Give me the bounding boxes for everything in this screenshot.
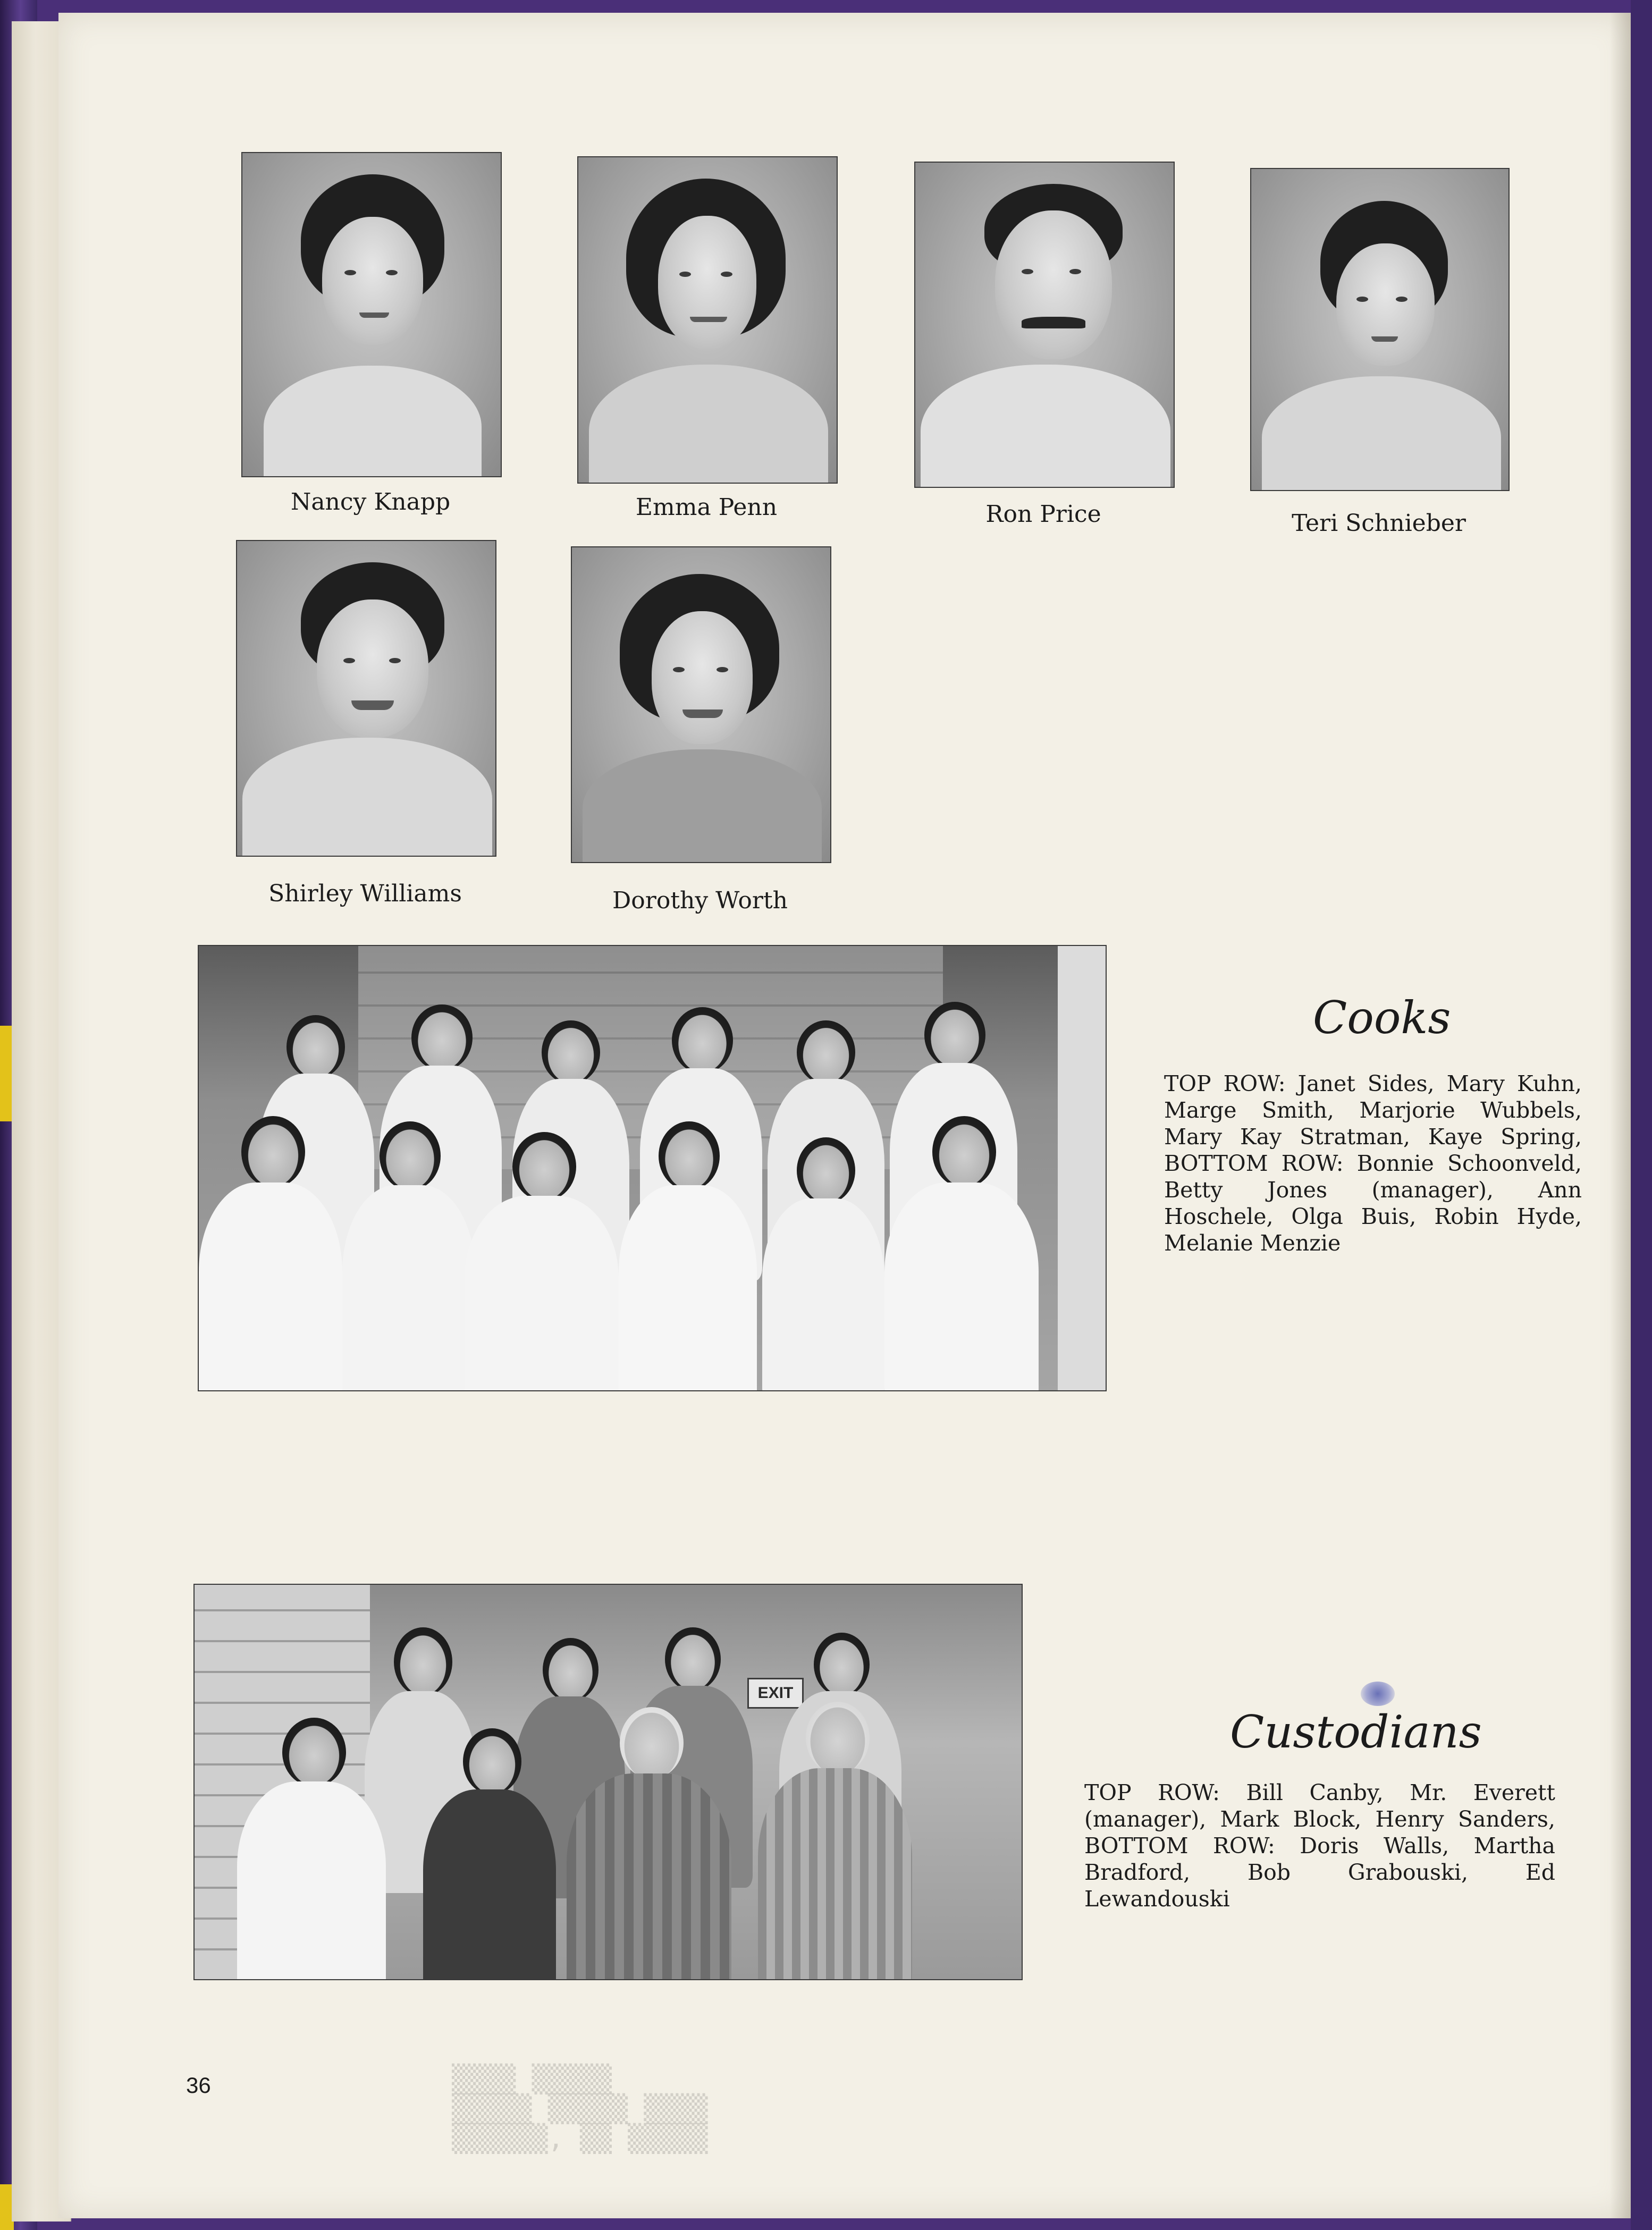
portrait-name: Dorothy Worth <box>612 887 788 914</box>
door-right <box>1058 946 1106 1390</box>
portrait-photo <box>914 162 1175 488</box>
ink-smudge <box>1361 1682 1395 1706</box>
portrait-name: Emma Penn <box>635 494 778 521</box>
bleed-through-text: ▒▒▒▒ ▒▒▒▒▒ ▒▒▒▒▒ ▒▒▒▒▒ ▒▒▒▒ ▒▒▒▒▒▒, ▒▒ ▒▒▒▒▒ <box>452 2064 708 2154</box>
exit-sign-label: EXIT <box>757 1684 794 1702</box>
cooks-caption-text: TOP ROW: Janet Sides, Mary Kuhn, Marge Smith, Marjorie Wubbels, Mary Kay Stratman, Kaye Spring, BOTTOM ROW: Bonnie Schoonveld, Betty Jones (manager), Ann Hoschele, Olga Buis, Robin Hyde, Melanie Menzie <box>1164 1071 1582 1256</box>
cooks-group-photo <box>198 945 1107 1391</box>
portrait-photo <box>577 156 838 484</box>
page-number: 36 <box>186 2073 211 2098</box>
gutter-shadow <box>1609 13 1631 2218</box>
custodians-group-photo <box>193 1584 1023 1980</box>
book-cover-edge <box>1631 0 1652 2230</box>
portrait-name: Nancy Knapp <box>290 488 451 516</box>
cooks-title: Cooks <box>1313 992 1451 1044</box>
cooks-caption <box>1164 1070 1582 1256</box>
portrait-photo <box>241 152 502 477</box>
custodians-title: Custodians <box>1230 1706 1482 1758</box>
portrait-photo <box>1250 168 1510 491</box>
portrait-photo <box>236 540 496 857</box>
portrait-name: Shirley Williams <box>268 880 462 907</box>
portrait-photo <box>571 546 831 863</box>
yearbook-page <box>58 13 1631 2218</box>
custodians-caption <box>1084 1779 1555 1912</box>
portrait-name: Teri Schnieber <box>1292 510 1466 537</box>
portrait-name: Ron Price <box>985 501 1101 528</box>
custodians-caption-text: TOP ROW: Bill Canby, Mr. Everett (manager), Mark Block, Henry Sanders, BOTTOM ROW: Doris Walls, Martha Bradford, Bob Grabouski, Ed Lewandouski <box>1084 1780 1555 1912</box>
